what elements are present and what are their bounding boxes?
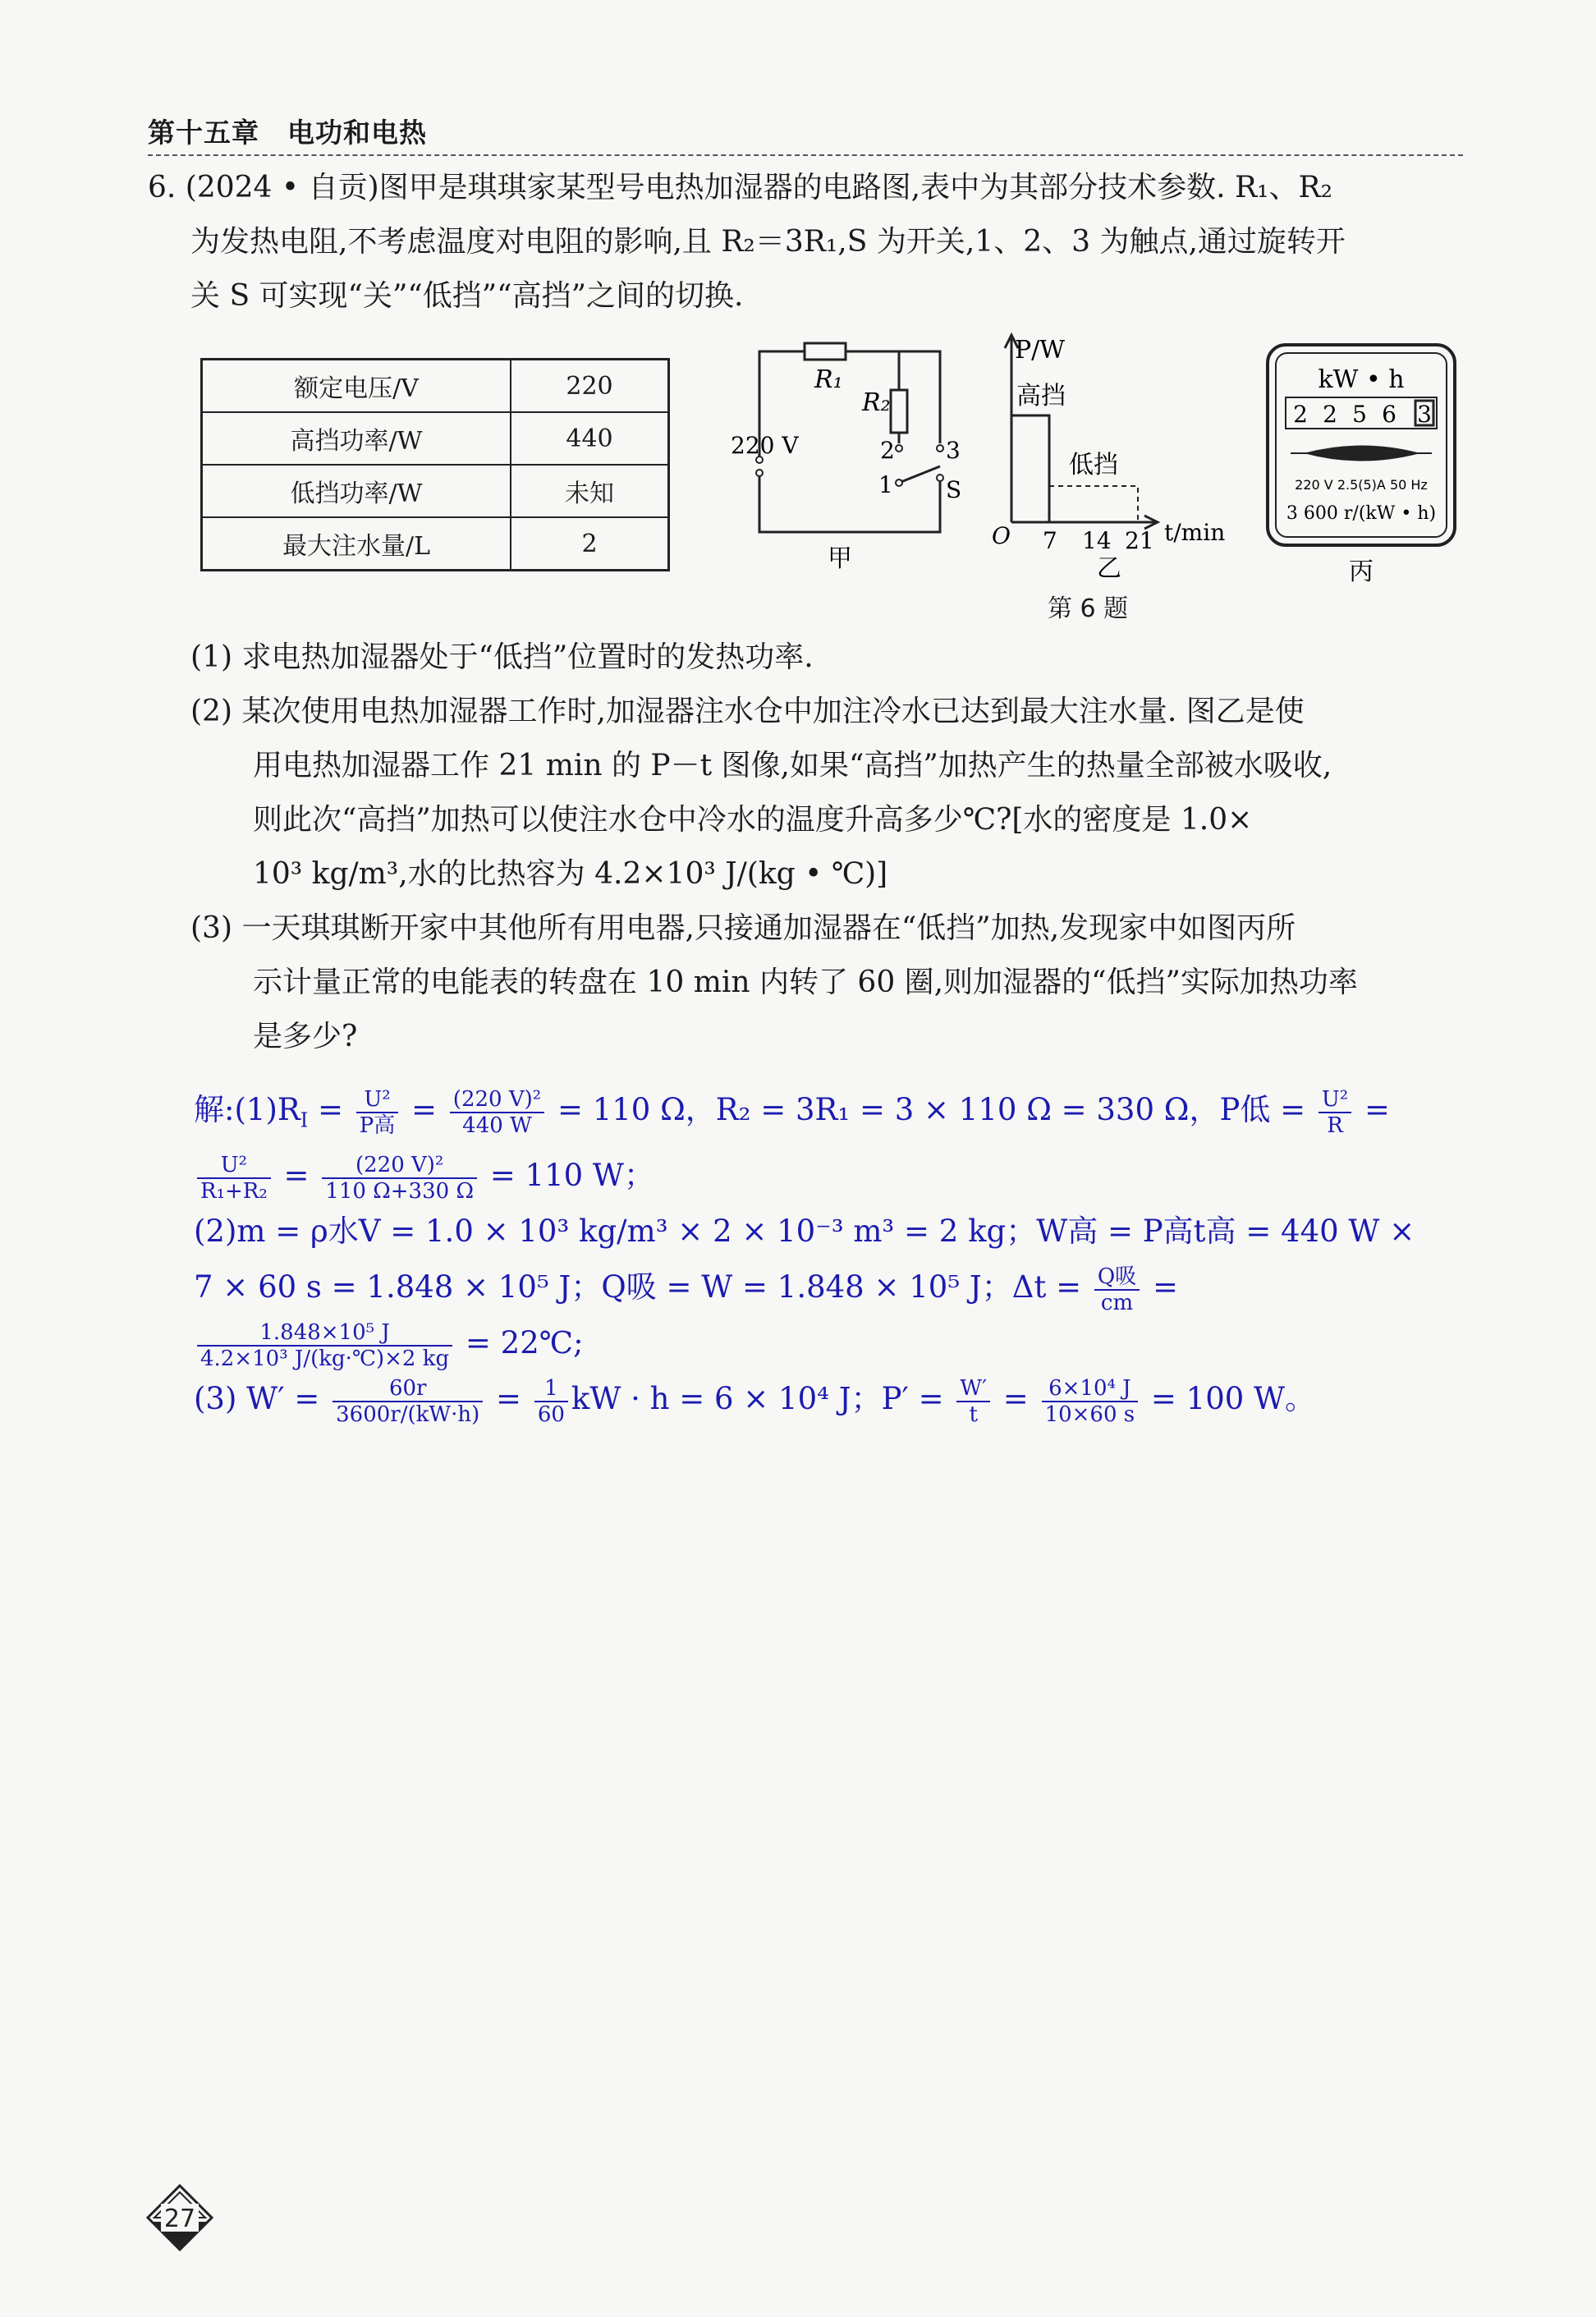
table-row (202, 360, 669, 413)
page-number: 27 (163, 2205, 196, 2233)
header-divider (148, 154, 1463, 156)
caption-jia: 甲 (828, 544, 852, 573)
table-cell-key: 低挡功率/W (202, 465, 511, 517)
meter-constant: 3 600 r/(kW • h) (1286, 503, 1437, 524)
graph-tick-14: 14 (1082, 527, 1112, 554)
graph-xlabel: t/min (1164, 519, 1226, 546)
figure-label: 第 6 题 (1048, 594, 1129, 623)
answer-text: = 22℃; (456, 1325, 584, 1361)
fraction (1042, 1376, 1139, 1427)
table-cell-key: 额定电压/V (202, 360, 511, 413)
answer-line-2: $\frac{\text{U²}}{\text{R₁+R₂}}$ = $\frac{\text{(220 V)²}}{110 \Omega+330 \Omega}$ = 110 W； (194, 1148, 1474, 1204)
fraction-denominator: 440 W (462, 1113, 532, 1138)
fraction-denominator: 3600r/(kW·h) (336, 1402, 480, 1427)
table-cell-value: 220 (511, 360, 669, 413)
fraction-numerator: (220 V)² (322, 1153, 477, 1179)
fraction (450, 1087, 544, 1138)
answer-text: = 100 W。 (1141, 1381, 1316, 1417)
fraction-denominator: t (969, 1402, 978, 1427)
intro-line-1: 6. (2024 • 自贡)图甲是琪琪家某型号电热加湿器的电路图,表中为其部分技术参数. R₁、R₂ (148, 171, 1333, 204)
subquestion-3-line-1: (3) 一天琪琪断开家中其他所有用电器,只接通加湿器在“低挡”加热,发现家中如图丙所 (190, 911, 1296, 945)
fraction (332, 1376, 483, 1427)
table-cell-value: 2 (511, 517, 669, 571)
meter-rating: 220 V 2.5(5)A 50 Hz (1295, 477, 1428, 493)
answer-line-6 (194, 1371, 1474, 1427)
fraction (1094, 1264, 1140, 1315)
subquestion-3-line-2: 示计量正常的电能表的转盘在 10 min 内转了 60 圈,则加湿器的“低挡”实际加热功率 (253, 966, 1358, 999)
answer-text: 7 × 60 s = 1.848 × 10⁵ J；Q吸 = W = 1.848 × 10⁵ J；Δt = (194, 1269, 1091, 1305)
answer-text: = (1355, 1092, 1390, 1127)
graph-tick-7: 7 (1043, 527, 1057, 554)
fraction-denominator: 110 Ω+330 Ω (325, 1178, 475, 1204)
fraction-numerator: 1.848×10⁵ J (197, 1320, 452, 1347)
subquestion-2-line-4: 10³ kg/m³,水的比热容为 4.2×10³ J/(kg • ℃)] (253, 857, 888, 891)
fraction-denominator: R₁+R₂ (200, 1178, 268, 1204)
graph-low-label: 低挡 (1069, 451, 1118, 479)
fraction-numerator: 60r (332, 1376, 483, 1402)
graph-origin: O (992, 522, 1011, 549)
intro-line-3: 关 S 可实现“关”“低挡”“高挡”之间的切换. (190, 279, 744, 313)
meter-unit: kW • h (1318, 365, 1405, 394)
meter-digit: 6 (1382, 401, 1396, 428)
meter-digit: 3 (1417, 401, 1432, 428)
page-number-badge (146, 2184, 213, 2251)
graph-high-label: 高挡 (1016, 382, 1066, 411)
subquestions (148, 631, 1470, 1064)
table-row (202, 465, 669, 517)
answer-line-5 (194, 1315, 1474, 1371)
graph-tick-21: 21 (1125, 527, 1154, 554)
answer-text: = (993, 1381, 1039, 1417)
fraction-denominator: R (1327, 1113, 1343, 1138)
energy-meter (1263, 342, 1460, 588)
meter-digit: 5 (1352, 401, 1367, 428)
fraction (197, 1153, 271, 1204)
fraction-numerator: U² (197, 1153, 271, 1179)
graph-ylabel: P/W (1015, 336, 1066, 365)
table-cell-value: 440 (511, 412, 669, 465)
answer-text: 解:(1)R (194, 1092, 300, 1127)
caption-bing: 丙 (1349, 557, 1374, 586)
fraction-denominator: 60 (537, 1402, 565, 1427)
meter-digit: 2 (1293, 401, 1308, 428)
fraction (322, 1153, 477, 1204)
question-intro (148, 161, 1470, 323)
label-contact-2: 2 (880, 437, 895, 464)
table-cell-value: 未知 (511, 465, 669, 517)
fraction-numerator: (220 V)² (450, 1087, 544, 1113)
meter-digit: 2 (1323, 401, 1337, 428)
label-r1: R₁ (814, 365, 843, 394)
answer-text: (3) W′ = (194, 1381, 330, 1417)
answer-subscript: I (300, 1108, 309, 1132)
fraction-numerator: U² (1319, 1087, 1351, 1113)
subquestion-2-line-1: (2) 某次使用电热加湿器工作时,加湿器注水仓中加注冷水已达到最大注水量. 图乙是使 (190, 695, 1305, 728)
fraction-numerator: 6×10⁴ J (1042, 1376, 1139, 1402)
label-switch: S (946, 476, 962, 503)
answer-block (194, 1082, 1474, 1427)
fraction-numerator: W′ (956, 1376, 990, 1402)
answer-text: = (308, 1092, 353, 1127)
table-cell-key: 最大注水量/L (202, 517, 511, 571)
fraction-numerator: Q吸 (1094, 1264, 1140, 1291)
label-voltage: 220 V (731, 432, 799, 459)
answer-line-3: (2)m = ρ水V = 1.0 × 10³ kg/m³ × 2 × 10⁻³ m³ = 2 kg；W高 = P高t高 = 440 W × (194, 1214, 1415, 1250)
answer-text: kW · h = 6 × 10⁴ J；P′ = (571, 1381, 954, 1417)
answer-line-4 (194, 1259, 1474, 1315)
subquestion-1: (1) 求电热加湿器处于“低挡”位置时的发热功率. (190, 640, 814, 674)
fraction (956, 1376, 990, 1427)
subquestion-2-line-2: 用电热加湿器工作 21 min 的 P－t 图像,如果“高挡”加热产生的热量全部被水吸收, (253, 749, 1332, 782)
answer-text: = (1143, 1269, 1178, 1305)
table-row (202, 412, 669, 465)
fraction-numerator: U² (356, 1087, 399, 1113)
fraction (356, 1087, 399, 1138)
power-time-graph (977, 325, 1248, 596)
spec-table (200, 358, 670, 571)
answer-text: = 110 Ω，R₂ = 3R₁ = 3 × 110 Ω = 330 Ω，P低 = (548, 1092, 1315, 1127)
fraction-denominator: 10×60 s (1044, 1402, 1135, 1427)
subquestion-2-line-3: 则此次“高挡”加热可以使注水仓中冷水的温度升高多少℃?[水的密度是 1.0× (253, 803, 1253, 837)
fraction (534, 1376, 568, 1427)
fraction-denominator: 4.2×10³ J/(kg·℃)×2 kg (200, 1346, 450, 1371)
fraction (1319, 1087, 1351, 1138)
fraction-denominator: cm (1100, 1290, 1134, 1315)
caption-yi: 乙 (1097, 554, 1121, 583)
label-contact-1: 1 (878, 471, 893, 498)
intro-line-2: 为发热电阻,不考虑温度对电阻的影响,且 R₂＝3R₁,S 为开关,1、2、3 为触点,通过旋转开 (190, 225, 1346, 259)
circuit-diagram (714, 328, 985, 591)
answer-text: = (486, 1381, 531, 1417)
chapter-header: 第十五章 电功和电热 (148, 117, 427, 149)
subquestion-3-line-3: 是多少? (253, 1020, 358, 1053)
answer-text: = 110 W； (480, 1158, 654, 1194)
label-r2: R₂ (862, 388, 891, 417)
fraction (197, 1320, 452, 1371)
label-contact-3: 3 (946, 437, 961, 464)
table-cell-key: 高挡功率/W (202, 412, 511, 465)
answer-line-1: 解$:(1)R_I$ = $\frac{\text{U²}}{\text{P高}}$ = $\frac{\text{(220 V)²}}{440 W}$ = 110 Ω，R₂ = 3R₁ = 3 × 110 Ω = 330 Ω，P低 = $\frac{\text{U²}}{R}$ = (194, 1086, 1390, 1138)
fraction-denominator: P高 (359, 1113, 396, 1138)
fraction-numerator: 1 (534, 1376, 568, 1402)
table-row (202, 517, 669, 571)
